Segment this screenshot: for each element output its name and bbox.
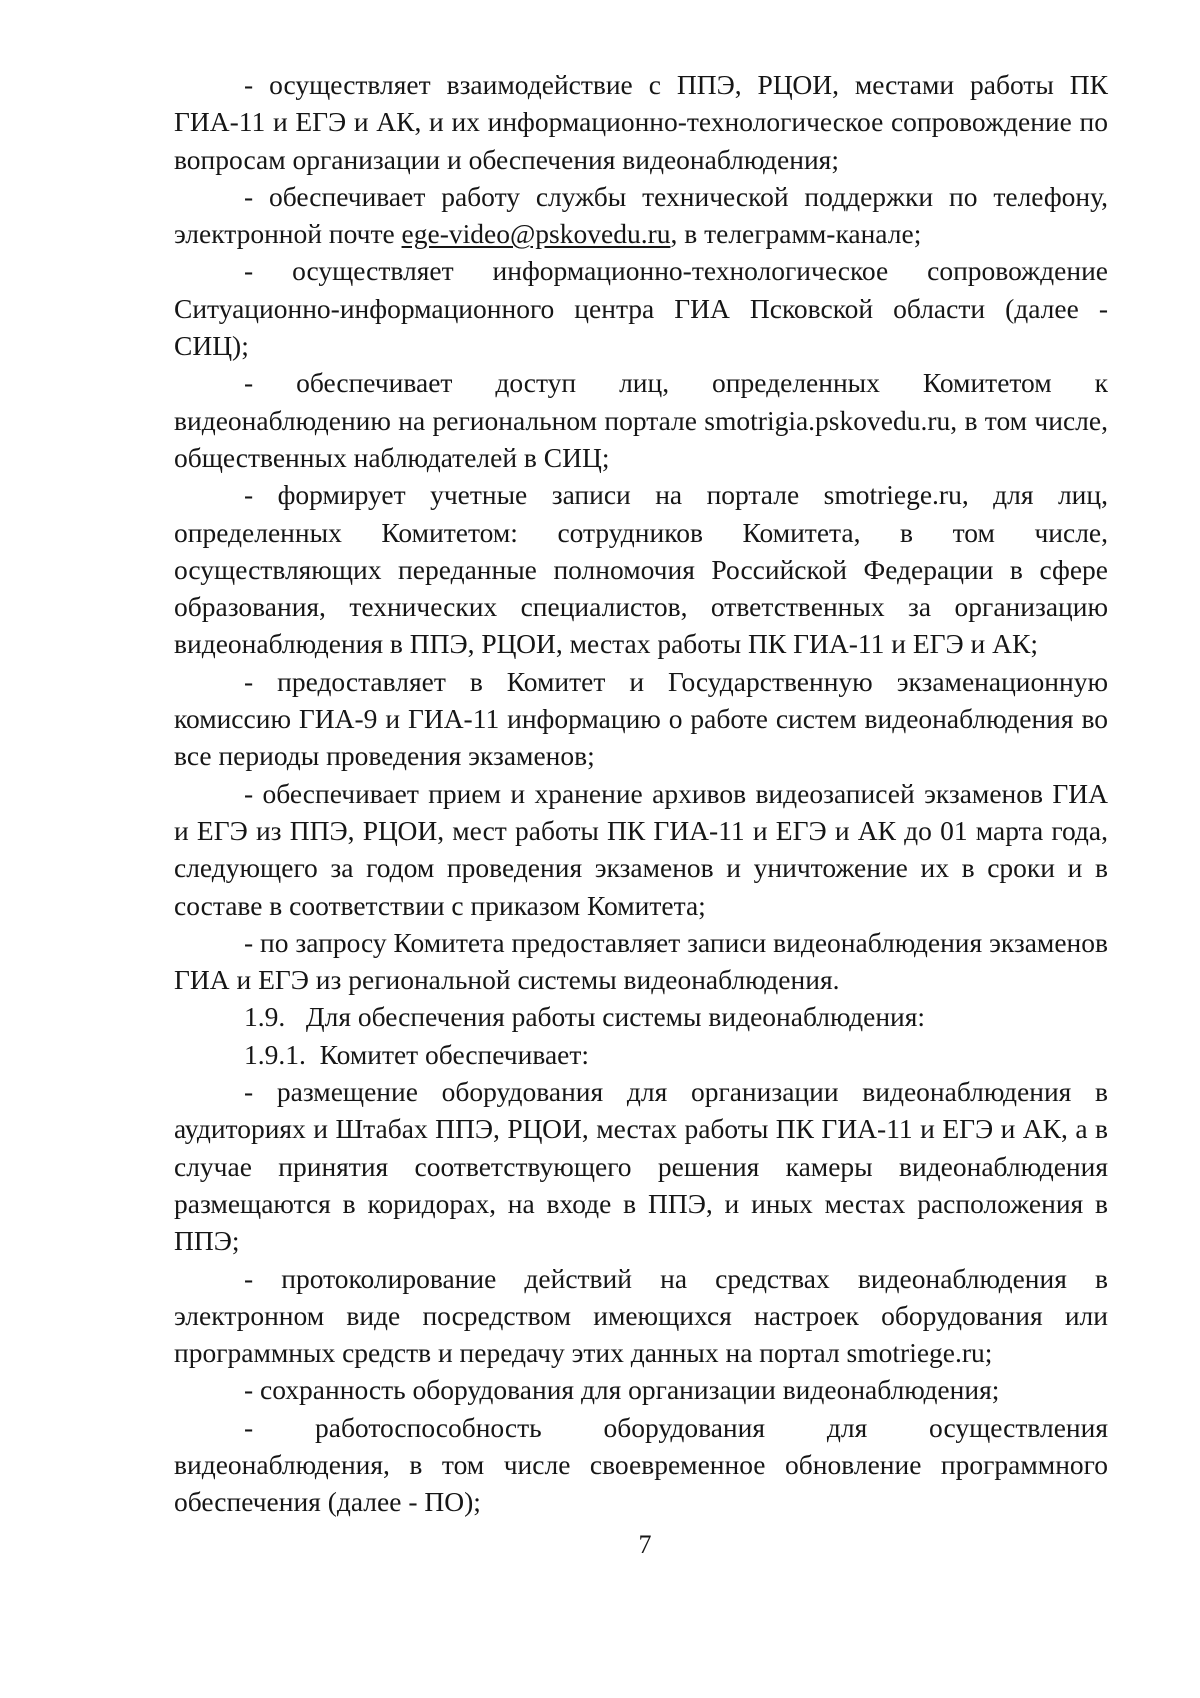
paragraph-tech-support-text: - обеспечивает работу службы технической поддержки по телефону, электронной почте — [174, 180, 1108, 250]
section-heading-1-9: 1.9. Для обеспечения работы системы видеонаблюдения: — [244, 1001, 926, 1033]
paragraph-safekeeping: - сохранность оборудования для организации видеонаблюдения; — [244, 1374, 1000, 1406]
document-page — [174, 66, 1108, 1521]
paragraph-archives: - обеспечивает прием и хранение архивов видеозаписей экзаменов ГИА и ЕГЭ из ППЭ, РЦОИ, мест работы ПК ГИА-11 и ЕГЭ и АК до 01 марта года, следующего за годом проведения экзаменов и уничтожение их в сроки и в составе в соответствии с приказом Комитета; — [174, 777, 1108, 921]
paragraph-reporting: - предоставляет в Комитет и Государственную экзаменационную комиссию ГИА-9 и ГИА-11 информацию о работе систем видеонаблюдения во все периоды проведения экзаменов; — [174, 665, 1108, 772]
paragraph-operability: - работоспособность оборудования для осуществления видеонаблюдения, в том числе своевременное обновление программного обеспечения (далее - ПО); — [174, 1411, 1108, 1518]
page-number: 7 — [638, 1530, 652, 1559]
paragraph-sic-support: - осуществляет информационно-технологическое сопровождение Ситуационно-информационного центра ГИА Псковской области (далее - СИЦ); — [174, 255, 1108, 362]
paragraph-tech-support-tail: , в телеграмм-канале; — [670, 218, 922, 250]
paragraph-interaction: - осуществляет взаимодействие с ППЭ, РЦОИ, местами работы ПК ГИА-11 и ЕГЭ и АК, и их информационно-технологическое сопровождение по вопросам организации и обеспечения видеонаблюдения; — [174, 69, 1108, 175]
paragraph-equipment-placement: - размещение оборудования для организации видеонаблюдения в аудиториях и Штабах ППЭ, РЦОИ, местах работы ПК ГИА-11 и ЕГЭ и АК, а в случае принятия соответствующего решения камеры видеонаблюдения размещаются в коридорах, на входе в ППЭ, и иных местах расположения в ППЭ; — [174, 1076, 1108, 1257]
paragraph-logging: - протоколирование действий на средствах видеонаблюдения в электронном виде посредством имеющихся настроек оборудования или программных средств и передачу этих данных на портал smotriege.ru; — [174, 1262, 1108, 1369]
paragraph-portal-access: - обеспечивает доступ лиц, определенных Комитетом к видеонаблюдению на региональном портале smotrigia.pskovedu.ru, в том числе, общественных наблюдателей в СИЦ; — [174, 367, 1108, 473]
section-heading-1-9-1: 1.9.1. Комитет обеспечивает: — [244, 1038, 590, 1070]
support-email-link[interactable]: ege-video@pskovedu.ru — [401, 218, 671, 250]
paragraph-accounts: - формирует учетные записи на портале smotriege.ru, для лиц, определенных Комитетом: сотрудников Комитета, в том числе, осуществляющих переданные полномочия Российской Федерации в сфере образования, технических специалистов, ответственных за организацию видеонаблюдения в ППЭ, РЦОИ, местах работы ПК ГИА-11 и ЕГЭ и АК; — [174, 479, 1108, 660]
paragraph-records-request: - по запросу Комитета предоставляет записи видеонаблюдения экзаменов ГИА и ЕГЭ из региональной системы видеонаблюдения. — [174, 926, 1108, 996]
paragraph-tech-support — [174, 178, 1108, 253]
